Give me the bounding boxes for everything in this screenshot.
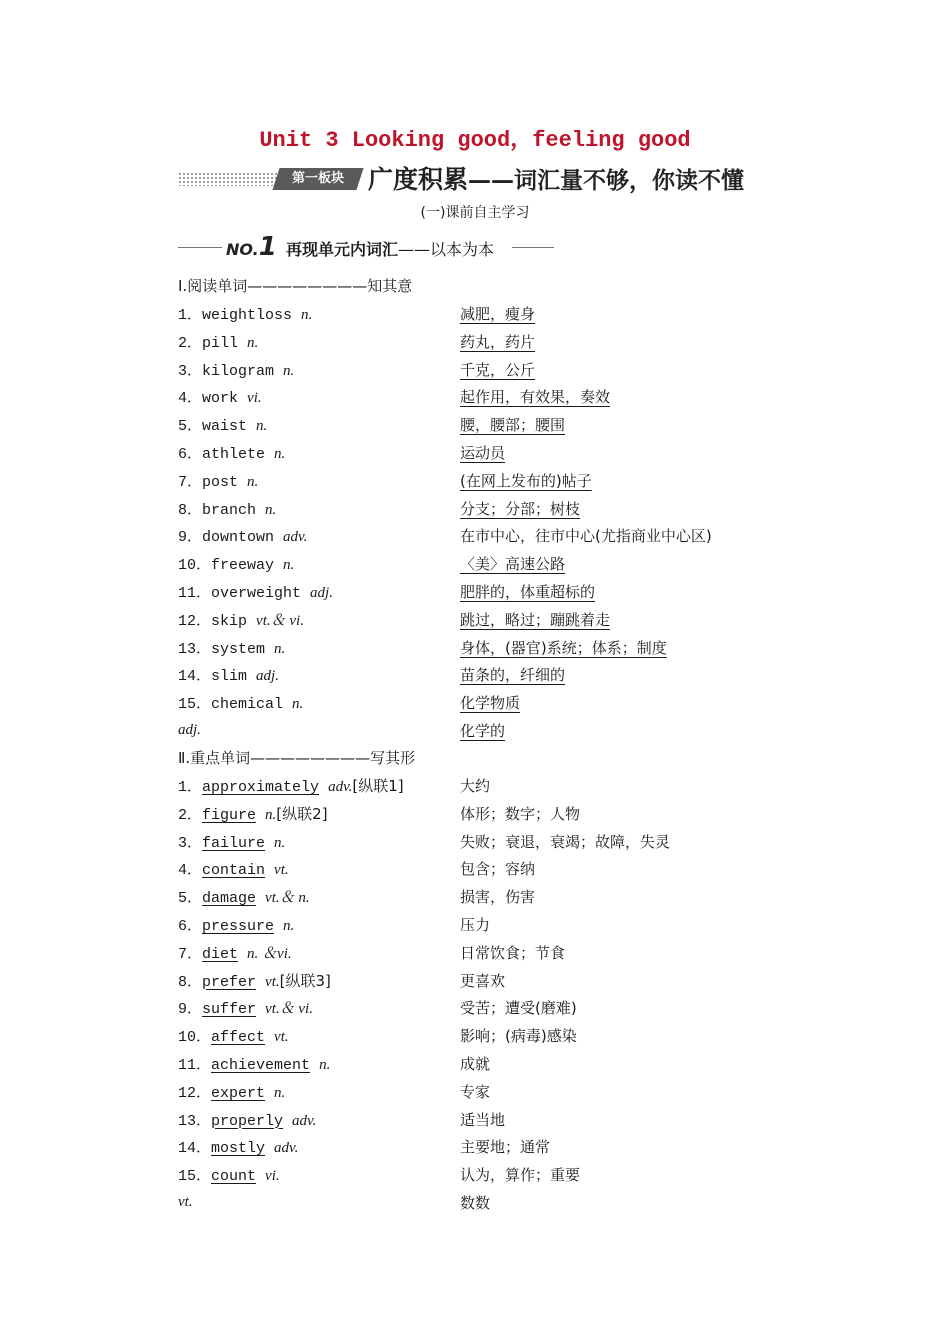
entry-part-of-speech: n. xyxy=(274,446,286,462)
entry-part-of-speech: n. xyxy=(319,1057,331,1073)
entry-meaning: 包含；容纳 xyxy=(460,860,536,879)
entry-english xyxy=(178,1192,193,1211)
entry-english xyxy=(178,470,258,491)
entry-meaning: 肥胖的，体重超标的 xyxy=(460,583,596,601)
entry-number: 6． xyxy=(178,918,203,935)
no-number: 1 xyxy=(258,232,277,262)
entry-word: freeway xyxy=(211,557,275,575)
left-rule xyxy=(178,247,222,248)
list-item xyxy=(178,1192,778,1218)
entry-part-of-speech: n. xyxy=(274,834,286,851)
entry-english xyxy=(178,942,292,963)
entry-part-of-speech: vt.＆ vi. xyxy=(265,1001,313,1018)
entry-number: 14． xyxy=(178,668,212,686)
entry-english xyxy=(178,1081,285,1102)
entry-english xyxy=(178,664,279,685)
entry-number: 8． xyxy=(178,973,203,991)
entry-meaning: 药丸，药片 xyxy=(460,332,536,351)
list-item xyxy=(178,609,778,635)
entry-word: branch xyxy=(202,501,257,519)
entry-part-of-speech: adv. xyxy=(274,1140,299,1157)
entry-meaning: 减肥，瘦身 xyxy=(460,305,536,323)
entry-part-of-speech: adv. xyxy=(292,1112,317,1129)
part1-heading: Ⅰ.阅读单词————————知其意 xyxy=(178,277,413,295)
no-title-main: 再现单元内词汇 xyxy=(286,240,399,259)
no-section-heading xyxy=(178,232,558,262)
entry-english xyxy=(178,553,294,574)
entry-meaning: 在市中心，往市中心(尤指商业中心区) xyxy=(460,527,712,546)
no-prefix: NO. xyxy=(226,240,259,259)
entry-word: count xyxy=(211,1168,257,1186)
entry-number: 5． xyxy=(178,890,203,908)
entry-english xyxy=(178,1025,289,1046)
entry-meaning: 大约 xyxy=(460,777,491,795)
entry-english xyxy=(178,970,331,991)
entry-word: suffer xyxy=(202,1001,257,1019)
entry-english xyxy=(178,858,289,879)
entry-reference: [纵联3] xyxy=(279,971,331,990)
entry-word: post xyxy=(202,473,239,491)
entry-part-of-speech: n. xyxy=(274,1084,286,1101)
list-item xyxy=(178,858,778,884)
entry-word: damage xyxy=(202,890,257,908)
no-title xyxy=(286,237,494,260)
list-item xyxy=(178,942,778,968)
entry-meaning: 认为，算作；重要 xyxy=(460,1166,581,1185)
entry-number: 14． xyxy=(178,1140,212,1158)
entry-word: chemical xyxy=(211,696,284,714)
entry-number: 3． xyxy=(178,834,203,852)
list-item xyxy=(178,886,778,912)
entry-number: 13． xyxy=(178,1112,212,1130)
entry-meaning: 化学物质 xyxy=(460,694,521,713)
entry-part-of-speech: n. xyxy=(301,307,313,323)
entry-number: 8． xyxy=(178,501,203,519)
part2-heading: Ⅱ.重点单词————————写其形 xyxy=(178,749,416,767)
list-item xyxy=(178,692,778,718)
entry-number: 6． xyxy=(178,446,203,463)
entry-part-of-speech: n. xyxy=(265,501,277,518)
list-item xyxy=(178,470,778,496)
entry-number: 2． xyxy=(178,806,203,824)
entry-english xyxy=(178,303,312,324)
list-item xyxy=(178,1164,778,1190)
entry-english xyxy=(178,331,258,352)
entry-number: 12． xyxy=(178,1084,212,1102)
entry-meaning: 失败；衰退，衰竭；故障，失灵 xyxy=(460,832,671,851)
list-item xyxy=(178,664,778,690)
entry-meaning: 千克，公斤 xyxy=(460,360,536,379)
entry-number: 7． xyxy=(178,945,203,963)
entry-part-of-speech: n. xyxy=(247,334,259,351)
entry-meaning: 化学的 xyxy=(460,722,506,740)
entry-word: overweight xyxy=(211,585,302,602)
list-item xyxy=(178,386,778,412)
entry-word: prefer xyxy=(202,973,257,991)
entry-part-of-speech: n. xyxy=(292,696,304,713)
entry-reference: [纵联1] xyxy=(352,777,404,795)
entry-word: weightloss xyxy=(202,307,293,324)
entry-word: affect xyxy=(211,1029,266,1047)
list-item xyxy=(178,637,778,663)
list-item xyxy=(178,831,778,857)
entry-part-of-speech: vt. xyxy=(178,1194,193,1210)
entry-number: 1． xyxy=(178,307,203,324)
entry-english xyxy=(178,1109,316,1130)
entry-english xyxy=(178,1136,298,1157)
entry-part-of-speech: n. xyxy=(283,557,295,574)
entry-english xyxy=(178,359,294,380)
unit-title: Unit 3 Looking good，feeling good xyxy=(259,128,691,153)
entry-word: expert xyxy=(211,1084,266,1102)
entry-meaning: 〈美〉高速公路 xyxy=(460,555,566,574)
entry-number: 9． xyxy=(178,529,203,547)
entry-number: 11． xyxy=(178,585,212,602)
list-item xyxy=(178,970,778,996)
entry-number: 5． xyxy=(178,418,203,436)
entry-meaning: 身体，(器官)系统；体系；制度 xyxy=(460,638,667,657)
entry-meaning: 起作用，有效果，奏效 xyxy=(460,388,611,407)
entry-word: diet xyxy=(202,945,239,963)
entry-english xyxy=(178,414,267,435)
entry-meaning: 运动员 xyxy=(460,444,506,462)
entry-part-of-speech: adv. xyxy=(328,779,353,795)
list-item xyxy=(178,331,778,357)
entry-word: waist xyxy=(202,418,248,436)
entry-meaning: 损害，伤害 xyxy=(460,888,536,907)
entry-meaning: 专家 xyxy=(460,1082,491,1101)
entry-part-of-speech: n. xyxy=(283,362,295,379)
list-item xyxy=(178,414,778,440)
entry-english xyxy=(178,581,333,602)
banner-rest: ——词汇量不够，你读不懂 xyxy=(468,168,745,194)
entry-english xyxy=(178,637,285,658)
right-rule xyxy=(512,247,554,248)
entry-meaning: 日常饮食；节食 xyxy=(460,943,566,962)
entry-number: 13． xyxy=(178,640,212,658)
entry-word: mostly xyxy=(211,1140,266,1158)
entry-english xyxy=(178,498,276,519)
entry-part-of-speech: vt. xyxy=(274,1029,289,1046)
entry-meaning: 体形；数字；人物 xyxy=(460,804,581,823)
entry-english xyxy=(178,1053,330,1074)
entry-english xyxy=(178,914,294,935)
list-item xyxy=(178,525,778,551)
entry-english xyxy=(178,775,404,796)
entry-word: contain xyxy=(202,862,266,880)
entry-meaning: 受苦；遭受(磨难) xyxy=(460,999,577,1018)
entry-english xyxy=(178,997,313,1018)
entry-meaning: 成就 xyxy=(460,1055,491,1073)
entry-word: kilogram xyxy=(202,362,275,380)
list-item xyxy=(178,359,778,385)
entry-meaning: 苗条的，纤细的 xyxy=(460,666,566,685)
entry-word: athlete xyxy=(202,446,266,463)
entry-word: properly xyxy=(211,1112,284,1130)
entry-part-of-speech: n. xyxy=(274,640,286,657)
banner-main: 广度积累 xyxy=(368,165,469,194)
entry-meaning: (在网上发布的)帖子 xyxy=(460,471,592,490)
entry-part-of-speech: adj. xyxy=(178,722,201,738)
entry-word: system xyxy=(211,640,266,658)
section-banner xyxy=(178,160,778,196)
entry-word: skip xyxy=(211,612,248,630)
entry-number: 12． xyxy=(178,612,212,630)
subtitle: (一)课前自主学习 xyxy=(420,205,530,221)
entry-number: 10． xyxy=(178,557,212,575)
list-item xyxy=(178,303,778,329)
entry-english xyxy=(178,803,328,824)
entry-number: 1． xyxy=(178,779,203,796)
entry-part-of-speech: adj. xyxy=(310,585,333,601)
entry-part-of-speech: vi. xyxy=(247,390,262,407)
entry-word: pill xyxy=(202,334,239,352)
entry-number: 10． xyxy=(178,1029,212,1047)
entry-number: 3． xyxy=(178,362,203,380)
entry-english xyxy=(178,386,262,407)
list-item xyxy=(178,1109,778,1135)
entry-meaning: 腰，腰部；腰围 xyxy=(460,416,566,435)
entry-english xyxy=(178,1164,280,1185)
entry-word: failure xyxy=(202,834,266,852)
entry-meaning: 适当地 xyxy=(460,1110,506,1129)
entry-english xyxy=(178,442,285,463)
entry-english xyxy=(178,886,310,907)
entry-number: 15． xyxy=(178,1168,212,1186)
entry-part-of-speech: n. xyxy=(247,473,259,490)
entry-part-of-speech: adv. xyxy=(283,529,308,546)
entry-meaning: 跳过，略过；蹦跳着走 xyxy=(460,610,611,629)
entry-part-of-speech: vt.＆ vi. xyxy=(256,612,304,629)
entry-english xyxy=(178,831,285,852)
entry-part-of-speech: vt. xyxy=(274,862,289,879)
list-item xyxy=(178,1081,778,1107)
banner-tag xyxy=(272,168,363,190)
entry-part-of-speech: n. xyxy=(256,418,268,435)
list-item xyxy=(178,775,778,801)
entry-word: work xyxy=(202,390,239,408)
no-label xyxy=(226,232,277,262)
entry-word: achievement xyxy=(211,1057,311,1074)
banner-heading xyxy=(368,160,744,196)
list-item xyxy=(178,803,778,829)
entry-part-of-speech: adj. xyxy=(256,668,279,685)
entry-number: 2． xyxy=(178,334,203,352)
entry-word: approximately xyxy=(202,779,320,796)
entry-part-of-speech: n. xyxy=(283,918,295,934)
entry-word: slim xyxy=(211,668,248,686)
entry-reference: [纵联2] xyxy=(276,804,328,823)
list-item xyxy=(178,997,778,1023)
entry-part-of-speech: n. ＆vi. xyxy=(247,945,292,962)
entry-part-of-speech: n. xyxy=(265,806,277,823)
entry-word: pressure xyxy=(202,918,275,935)
banner-tag-label: 第一板块 xyxy=(291,171,344,186)
entry-word: figure xyxy=(202,806,257,824)
entry-number: 4． xyxy=(178,390,203,408)
list-item xyxy=(178,1053,778,1079)
entry-number: 4． xyxy=(178,862,203,880)
entry-word: downtown xyxy=(202,529,275,547)
entry-part-of-speech: vt. xyxy=(265,973,280,990)
entry-english xyxy=(178,525,307,546)
entry-number: 9． xyxy=(178,1001,203,1019)
entry-meaning: 数数 xyxy=(460,1194,491,1212)
entry-part-of-speech: vt.＆ n. xyxy=(265,890,310,907)
entry-part-of-speech: vi. xyxy=(265,1168,280,1185)
list-item xyxy=(178,442,778,468)
list-item xyxy=(178,581,778,607)
entry-number: 15． xyxy=(178,696,212,714)
entry-english xyxy=(178,609,304,630)
entry-number: 11． xyxy=(178,1057,212,1074)
entry-english xyxy=(178,720,201,739)
entry-english xyxy=(178,692,303,713)
list-item xyxy=(178,498,778,524)
entry-meaning: 更喜欢 xyxy=(460,971,506,990)
list-item xyxy=(178,553,778,579)
list-item xyxy=(178,1136,778,1162)
list-item xyxy=(178,720,778,746)
entry-meaning: 主要地；通常 xyxy=(460,1138,551,1157)
banner-dot-pattern xyxy=(178,172,280,186)
entry-meaning: 影响；(病毒)感染 xyxy=(460,1027,577,1046)
list-item xyxy=(178,914,778,940)
list-item xyxy=(178,1025,778,1051)
entry-number: 7． xyxy=(178,473,203,491)
no-title-suffix: ——以本为本 xyxy=(398,240,495,259)
entry-meaning: 分支；分部；树枝 xyxy=(460,499,581,518)
entry-meaning: 压力 xyxy=(460,916,491,934)
